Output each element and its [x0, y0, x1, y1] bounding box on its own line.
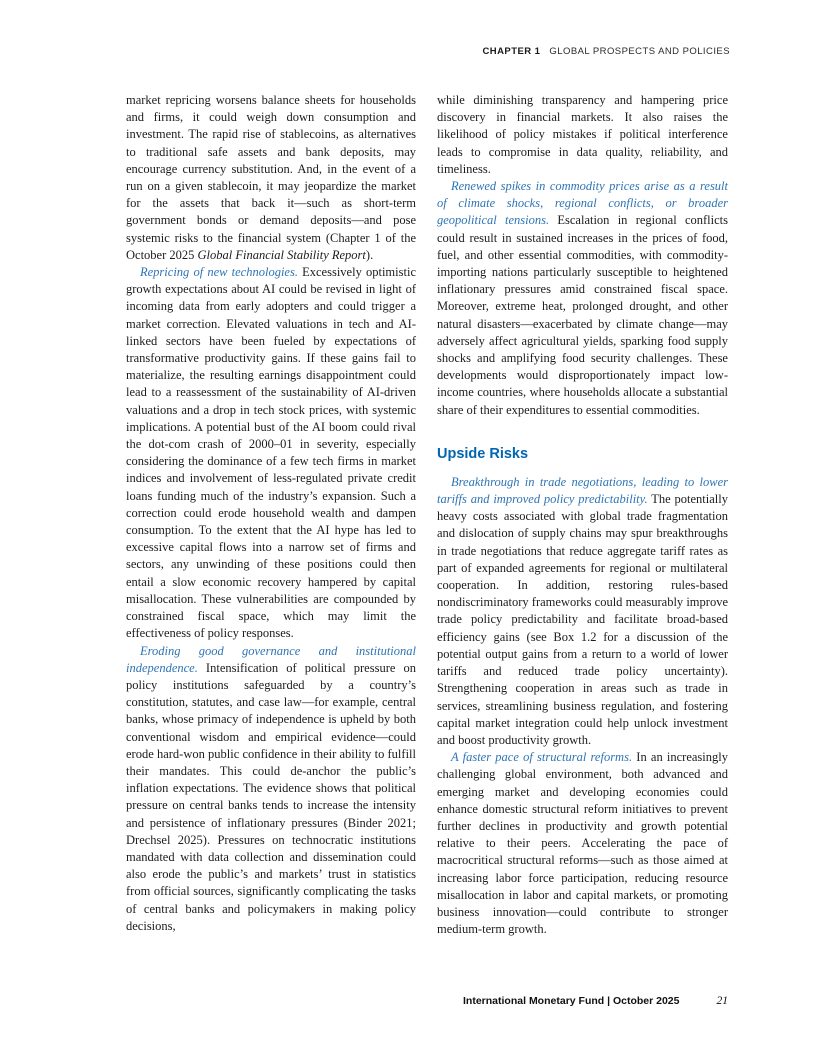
- risk-lead-italic: Renewed spikes in commodity prices arise as a result of climate shocks, regional conflicts, or broader geopolitical tensions.: [437, 179, 728, 228]
- report-title-italic: Global Financial Stability Report: [197, 247, 366, 262]
- paragraph: [126, 92, 416, 264]
- running-header: [483, 46, 731, 57]
- risk-lead-italic: Eroding good governance and institutional independence.: [126, 643, 416, 675]
- paragraph-text: Escalation in regional conflicts could result in sustained increases in the prices of food, fuel, and other essential commodities, with commodity-importing nations particularly susceptible to heightened inflationary pressures amid constrained fiscal space. Moreover, extreme heat, prolonged drought, and other natural disasters—exacerbated by climate change—may adversely affect agricultural yields, sparking food supply shocks and amplifying food security challenges. These developments would disproportionately impact low-income countries, where households allocate a substantial share of their expenditures to essential commodities.: [437, 213, 728, 417]
- paragraph-text: market repricing worsens balance sheets for households and firms, it could weigh down consumption and investment. The rapid rise of stablecoins, as alternatives to traditional safe assets and bank deposits, may encourage currency substitution. And, in the event of a run on a given stablecoin, it may jeopardize the market for the assets that back it—such as short-term government bonds or demand deposits—and pose systemic risks to the financial system (Chapter 1 of the October 2025: [126, 93, 416, 262]
- section-heading-upside-risks: Upside Risks: [437, 445, 529, 462]
- right-column: [437, 92, 728, 938]
- paragraph: [126, 264, 416, 642]
- page-number: 21: [716, 995, 728, 1007]
- left-column: [126, 92, 416, 935]
- paragraph-text: Intensification of political pressure on policy institutions safeguarded by a country’s constitution, statutes, and case law—for example, central banks, whose primacy of independence is upheld by both conventional wisdom and empirical evidence—could erode hard-won public confidence in their ability to fulfill their mandates. This could de-anchor the public’s inflation expectations. The evidence shows that political pressure on central banks tends to increase the intensity and persistence of inflationary pressures (Binder 2021; Drechsel 2025). Pressures on technocratic institutions mandated with data collection and dissemination could also erode the public’s and markets’ trust in statistics from official sources, significantly complicating the tasks of central banks and policymakers in making policy decisions,: [126, 660, 416, 933]
- chapter-label: CHAPTER 1: [482, 46, 541, 57]
- chapter-title: GLOBAL PROSPECTS AND POLICIES: [549, 46, 730, 57]
- paragraph-text: In an increasingly challenging global environment, both advanced and emerging market and developing economies could enhance domestic structural reform initiatives to prevent further declines in productivity and growth potential relative to their peers. Accelerating the pace of macrocritical structural reforms—such as those aimed at increasing labor force participation, reducing resource misallocation in labor and capital markets, or promoting business innovation—could contribute to stronger medium-term growth.: [437, 750, 728, 937]
- paragraph: [437, 178, 728, 419]
- risk-lead-italic: A faster pace of structural reforms.: [451, 750, 633, 765]
- paragraph-text: Excessively optimistic growth expectations about AI could be revised in light of incoming data from early adopters and could trigger a market correction. Elevated valuations in tech and AI-linked sectors have been fueled by expectations of transformative productivity gains. If these gains fail to materialize, the resulting earnings disappointment could lead to a reassessment of the sustainability of AI-driven valuations and a drop in tech stock prices, with systemic implications. A potential bust of the AI boom could rival the dot-com crash of 2000–01 in severity, especially considering the dominance of a few tech firms in market indices and involvement of less-regulated private credit loans funding much of the industry’s expansion. Such a correction could erode household wealth and dampen consumption. To the extent that the AI hype has led to excessive capital flows into a narrow set of firms and sectors, any unwinding of these positions could then entail a slow economic recovery hampered by capital misallocation. These vulnerabilities are compounded by constrained fiscal space, which may limit the effectiveness of policy responses.: [126, 265, 416, 641]
- risk-lead-italic: Repricing of new technologies.: [140, 265, 298, 280]
- page-footer: [463, 995, 728, 1007]
- paragraph: [437, 92, 728, 178]
- paragraph: [437, 749, 728, 938]
- paragraph: [437, 474, 728, 749]
- paragraph-text: The potentially heavy costs associated with global trade fragmentation and dislocation of supply chains may spur breakthroughs in trade negotiations that reduce aggregate tariff rates as part of expanded agreements for regional or multilateral cooperation. In addition, restoring rules-based nondiscriminatory frameworks could measurably improve trade policy predictability and facilitate broad-based efficiency gains (see Box 1.2 for a discussion of the potential output gains from a return to a world of lower tariffs and reduced trade policy uncertainty). Strengthening cooperation in areas such as trade in services, streamlining business regulation, and fostering capital market integration could help unlock investment and boost productivity growth.: [437, 492, 728, 747]
- paragraph: [126, 643, 416, 935]
- paragraph-text: while diminishing transparency and hampering price discovery in financial markets. It also raises the likelihood of policy mistakes if political interference leads to compromise in data quality, reliability, and timeliness.: [437, 93, 728, 176]
- paragraph-tail: ).: [365, 247, 374, 262]
- publisher-line: International Monetary Fund | October 2025: [463, 995, 680, 1007]
- risk-lead-italic: Breakthrough in trade negotiations, leading to lower tariffs and improved policy predictability.: [437, 474, 728, 507]
